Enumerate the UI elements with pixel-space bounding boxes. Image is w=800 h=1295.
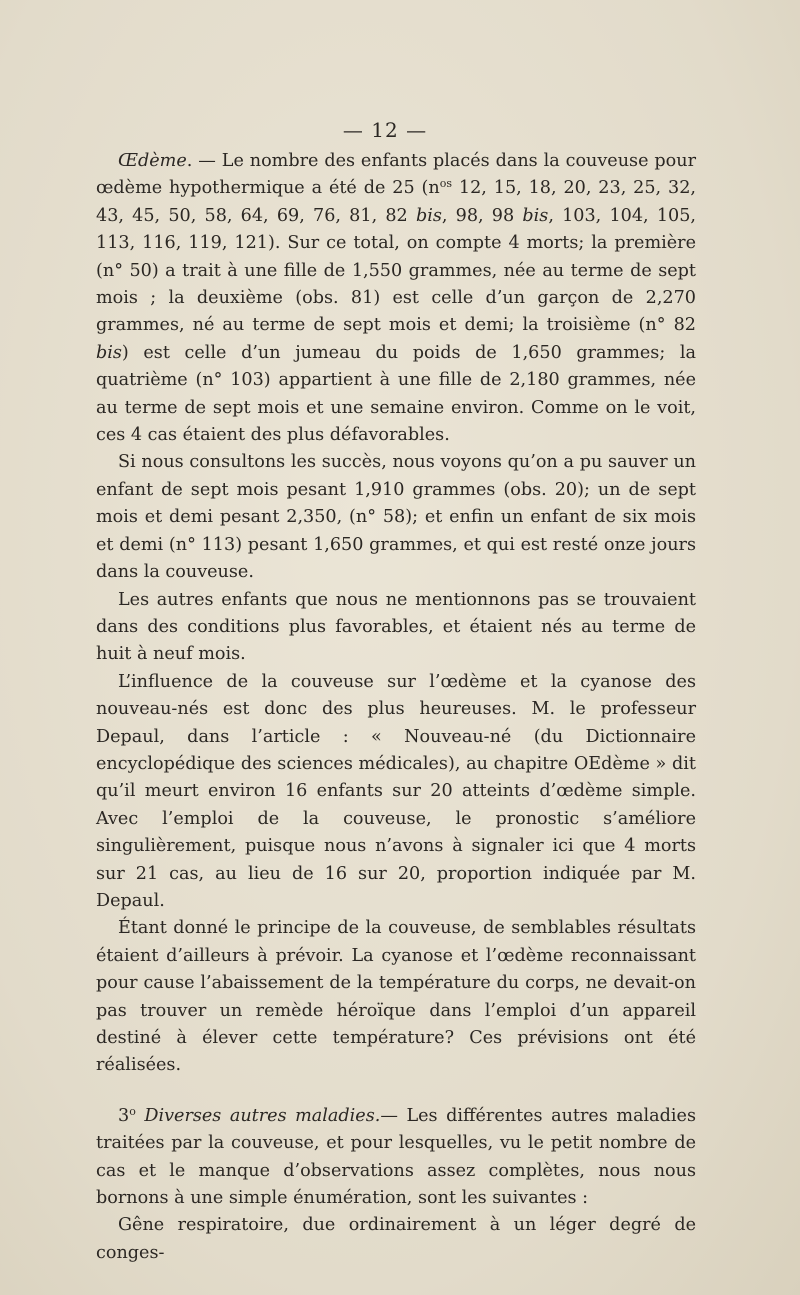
paragraph-autres-enfants: Les autres enfants que nous ne mentionnons pas se trouvaient dans des conditions plus favorables, et étaient nés au terme de huit à neuf mois. [96, 589, 696, 665]
paragraph-diverses-maladies: 3$^o$ Diverses autres maladies.— Les différentes autres maladies traitées par la couveuse, et pour lesquelles, vu le petit nombre de cas et le manque d’observations assez complètes, nous nous bornons à une simple énumération, sont les suivantes : [96, 1104, 696, 1209]
section-title-diverses: Diverses autres maladies. [144, 1105, 381, 1126]
paragraph-gene-respiratoire: Gêne respiratoire, due ordinairement à un léger degré de conges- [96, 1215, 696, 1263]
page-number: — 12 — [342, 118, 428, 142]
body-text [96, 148, 696, 1267]
section-title-oedeme: Œdème [118, 151, 187, 171]
paragraph-succes: Si nous consultons les succès, nous voyons qu’on a pu sauver un enfant de sept mois pesant 1,910 grammes (obs. 20); un de sept mois et demi pesant 2,350, (n° 58); et enfin un enfant de six mois et demi (n° 113) pesant 1,650 grammes, et qui est resté onze jours dans la couveuse. [96, 452, 696, 583]
paragraph-oedeme: Œdème. — Le nombre des enfants placés dans la couveuse pour œdème hypothermique a été de 25 ($n^{os}$ 12, 15, 18, 20, 23, 25, 32, 43, 45, 50, 58, 64, 69, 76, 81, 82 bis, 98, 98 bis, 103, 104, 105, 113, 116, 119, 121). Sur ce total, on compte 4 morts; la première (n° 50) a trait à une fille de 1,550 grammes, née au terme de sept mois ; la deuxième (obs. 81) est celle d’un garçon de 2,270 grammes, né au terme de sept mois et demi; la troisième (n° 82 bis) est celle d’un jumeau du poids de 1,650 grammes; la quatrième (n° 103) appartient à une fille de 2,180 grammes, née au terme de sept mois et une semaine environ. Comme on le voit, ces 4 cas étaient des plus défavorables. [96, 151, 696, 446]
paragraph-influence: L’influence de la couveuse sur l’œdème et la cyanose des nouveau-nés est donc des plus heureuses. M. le professeur Depaul, dans l’article : « Nouveau-né (du Dictionnaire encyclopédique des sciences médicales), au chapitre OEdème » dit qu’il meurt environ 16 enfants sur 20 atteints d’œdème simple. Avec l’emploi de la couveuse, le pronostic s’améliore singulièrement, puisque nous n’avons à signaler ici que 4 morts sur 21 cas, au lieu de 16 sur 20, proportion indiquée par M. Depaul. [96, 671, 696, 911]
paragraph-principe: Étant donné le principe de la couveuse, de semblables résultats étaient d’ailleurs à prévoir. La cyanose et l’œdème reconnaissant pour cause l’abaissement de la température du corps, ne devait-on pas trouver un remède héroïque dans l’emploi d’un appareil destiné à élever cette température? Ces prévisions ont été réalisées. [96, 918, 696, 1076]
